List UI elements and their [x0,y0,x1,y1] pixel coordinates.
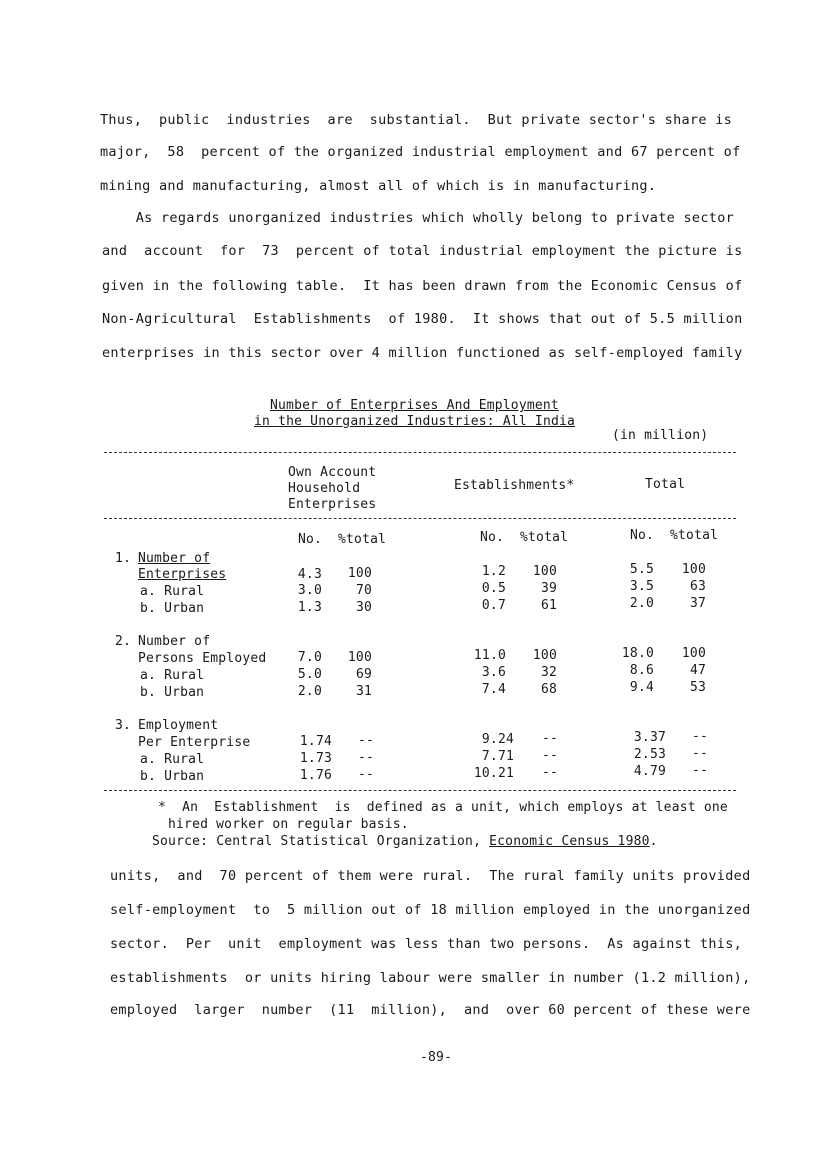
section-label: Number of [138,634,211,649]
cell: 4.3 [297,567,322,582]
section-number: 2. [115,634,132,649]
cell: 8.6 [629,663,654,678]
cell: 9.4 [629,680,654,695]
cell: 61 [540,598,557,613]
source-prefix: Source: Central Statistical Organization, [152,834,490,849]
sub-header-pct: %total [670,528,719,543]
cell: 100 [347,650,372,665]
col-header-establishments: Establishments* [454,478,575,493]
text-line: Non-Agricultural Establishments of 1980. It shows that out of 5.5 million [102,311,743,327]
cell: 63 [689,579,706,594]
footnote: hired worker on regular basis. [168,817,409,832]
cell: 2.53 [633,747,666,762]
col-header-own-account: Household [288,481,361,496]
cell: 1.74 [299,734,332,749]
cell: 7.71 [481,749,514,764]
section-label: Per Enterprise [138,735,251,750]
cell: 10.21 [473,766,514,781]
sub-header-no: No. [298,532,323,547]
cell: -- [357,750,374,765]
cell: 0.7 [481,598,506,613]
cell: 11.0 [473,648,506,663]
cell: 2.0 [297,684,322,699]
text-line: units, and 70 percent of them were rural. The rural family units provided [110,868,751,884]
cell: 5.0 [297,667,322,682]
cell: 0.5 [481,581,506,596]
source-suffix: . [649,834,658,849]
cell: 3.37 [633,730,666,745]
text-line: self-employment to 5 million out of 18 million employed in the unorganized [110,902,751,918]
cell: 70 [355,583,372,598]
row-label: a. Rural [140,668,205,683]
table-unit: (in million) [612,428,709,443]
cell: 9.24 [481,732,514,747]
text-line: employed larger number (11 million), and over 60 percent of these were [110,1002,751,1018]
sub-header-pct: %total [338,532,387,547]
text-line: establishments or units hiring labour were smaller in number (1.2 million), [110,970,751,986]
text-line: mining and manufacturing, almost all of which is in manufacturing. [100,178,657,194]
sub-header-pct: %total [520,530,569,545]
col-header-own-account: Enterprises [288,497,377,512]
section-label: Number of [138,551,211,566]
footnote: * An Establishment is defined as a unit, which employs at least one [158,800,728,815]
col-header-total: Total [645,477,686,492]
cell: 7.0 [297,650,322,665]
cell: 2.0 [629,596,654,611]
cell: 37 [689,596,706,611]
section-label: Enterprises [138,567,227,582]
text-line: given in the following table. It has been drawn from the Economic Census of [102,278,743,294]
cell: 7.4 [481,682,506,697]
cell: -- [357,767,374,782]
text-line: and account for 73 percent of total industrial employment the picture is [102,243,743,259]
sub-header-no: No. [480,530,505,545]
cell: -- [691,746,708,761]
row-label: a. Rural [140,584,205,599]
section-label: Persons Employed [138,651,267,666]
text-line: major, 58 percent of the organized industrial employment and 67 percent of [100,144,741,160]
page-number: -89- [420,1050,453,1065]
cell: -- [541,731,558,746]
cell: 4.79 [633,764,666,779]
sub-header-no: No. [630,528,655,543]
cell: -- [691,763,708,778]
cell: 69 [355,667,372,682]
source-title: Economic Census 1980 [489,834,650,849]
text-line: As regards unorganized industries which wholly belong to private sector [102,210,735,226]
cell: 1.2 [481,564,506,579]
cell: 68 [540,682,557,697]
cell: -- [691,729,708,744]
text-line: sector. Per unit employment was less than two persons. As against this, [110,936,743,952]
cell: 39 [540,581,557,596]
table-title: Number of Enterprises And Employment [270,398,559,413]
cell: 31 [355,684,372,699]
cell: 100 [532,564,557,579]
cell: 5.5 [629,562,654,577]
cell: 18.0 [621,646,654,661]
col-header-own-account: Own Account [288,465,377,480]
section-number: 1. [115,551,132,566]
cell: 100 [681,562,706,577]
row-label: b. Urban [140,685,205,700]
table-title: in the Unorganized Industries: All India [254,414,576,429]
cell: 3.6 [481,665,506,680]
section-number: 3. [115,718,132,733]
row-label: b. Urban [140,769,205,784]
cell: 53 [689,680,706,695]
row-label: b. Urban [140,601,205,616]
cell: 100 [681,646,706,661]
cell: 1.76 [299,768,332,783]
cell: 30 [355,600,372,615]
cell: 32 [540,665,557,680]
cell: -- [541,765,558,780]
row-label: a. Rural [140,752,205,767]
cell: 1.73 [299,751,332,766]
cell: 1.3 [297,600,322,615]
cell: -- [357,733,374,748]
text-line: Thus, public industries are substantial. But private sector's share is [100,112,733,128]
cell: -- [541,748,558,763]
cell: 100 [532,648,557,663]
cell: 100 [347,566,372,581]
cell: 3.0 [297,583,322,598]
cell: 47 [689,663,706,678]
text-line: enterprises in this sector over 4 million functioned as self-employed family [102,345,743,361]
section-label: Employment [138,718,219,733]
cell: 3.5 [629,579,654,594]
